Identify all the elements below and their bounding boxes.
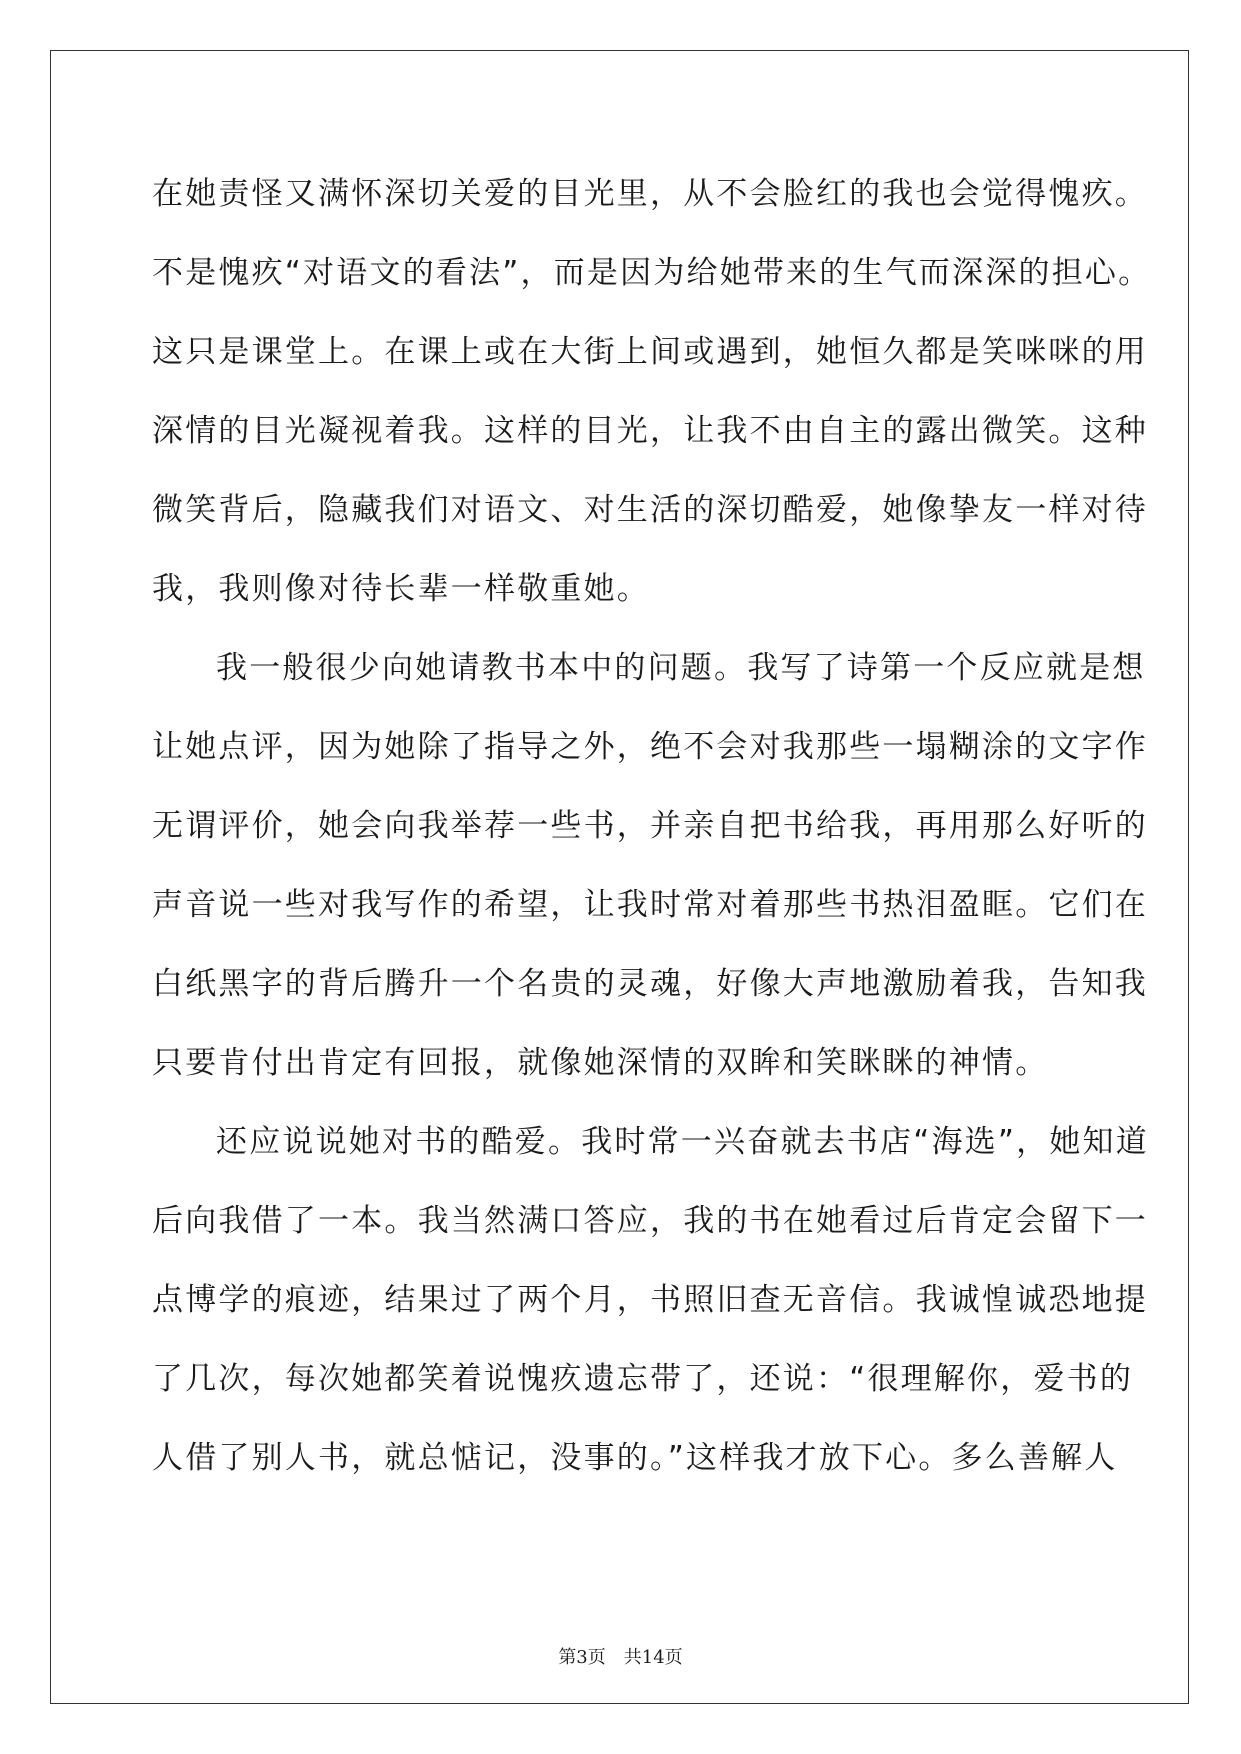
text-line: 白纸黑字的背后腾升一个名贵的灵魂，好像大声地激励着我，告知我 xyxy=(152,966,1148,1002)
paragraph-first-line: 还应说说她对书的酷爱。我时常一兴奋就去书店“海选”，她知道 xyxy=(216,1124,1149,1160)
text-line: 只要肯付出肯定有回报，就像她深情的双眸和笑眯眯的神情。 xyxy=(152,1045,1049,1081)
page-total: 共14页 xyxy=(623,1647,683,1668)
text-line: 点博学的痕迹，结果过了两个月，书照旧查无音信。我诚惶诚恐地提 xyxy=(152,1282,1148,1318)
text-line: 这只是课堂上。在课上或在大街上间或遇到，她恒久都是笑咪咪的用 xyxy=(152,334,1148,370)
text-line: 了几次，每次她都笑着说愧疚遗忘带了，还说：“很理解你，爱书的 xyxy=(152,1361,1134,1397)
text-line: 我，我则像对待长辈一样敬重她。 xyxy=(152,571,650,607)
text-line: 不是愧疚“对语文的看法”，而是因为给她带来的生气而深深的担心。 xyxy=(152,255,1152,291)
document-body xyxy=(152,155,1152,1498)
text-line: 后向我借了一本。我当然满口答应，我的书在她看过后肯定会留下一 xyxy=(152,1203,1148,1239)
text-line: 让她点评，因为她除了指导之外，绝不会对我那些一塌糊涂的文字作 xyxy=(152,729,1148,765)
page-footer xyxy=(0,1647,1241,1669)
text-line: 声音说一些对我写作的希望，让我时常对着那些书热泪盈眶。它们在 xyxy=(152,887,1148,923)
text-line: 人借了别人书，就总惦记，没事的。”这样我才放下心。多么善解人 xyxy=(152,1440,1118,1476)
page-number: 第3页 xyxy=(558,1647,606,1668)
text-line: 微笑背后，隐藏我们对语文、对生活的深切酷爱，她像挚友一样对待 xyxy=(152,492,1148,528)
text-line: 在她责怪又满怀深切关爱的目光里，从不会脸红的我也会觉得愧疚。 xyxy=(152,176,1148,212)
paragraph-first-line: 我一般很少向她请教书本中的问题。我写了诗第一个反应就是想 xyxy=(216,650,1146,686)
text-line: 无谓评价，她会向我举荐一些书，并亲自把书给我，再用那么好听的 xyxy=(152,808,1148,844)
text-line: 深情的目光凝视着我。这样的目光，让我不由自主的露出微笑。这种 xyxy=(152,413,1148,449)
